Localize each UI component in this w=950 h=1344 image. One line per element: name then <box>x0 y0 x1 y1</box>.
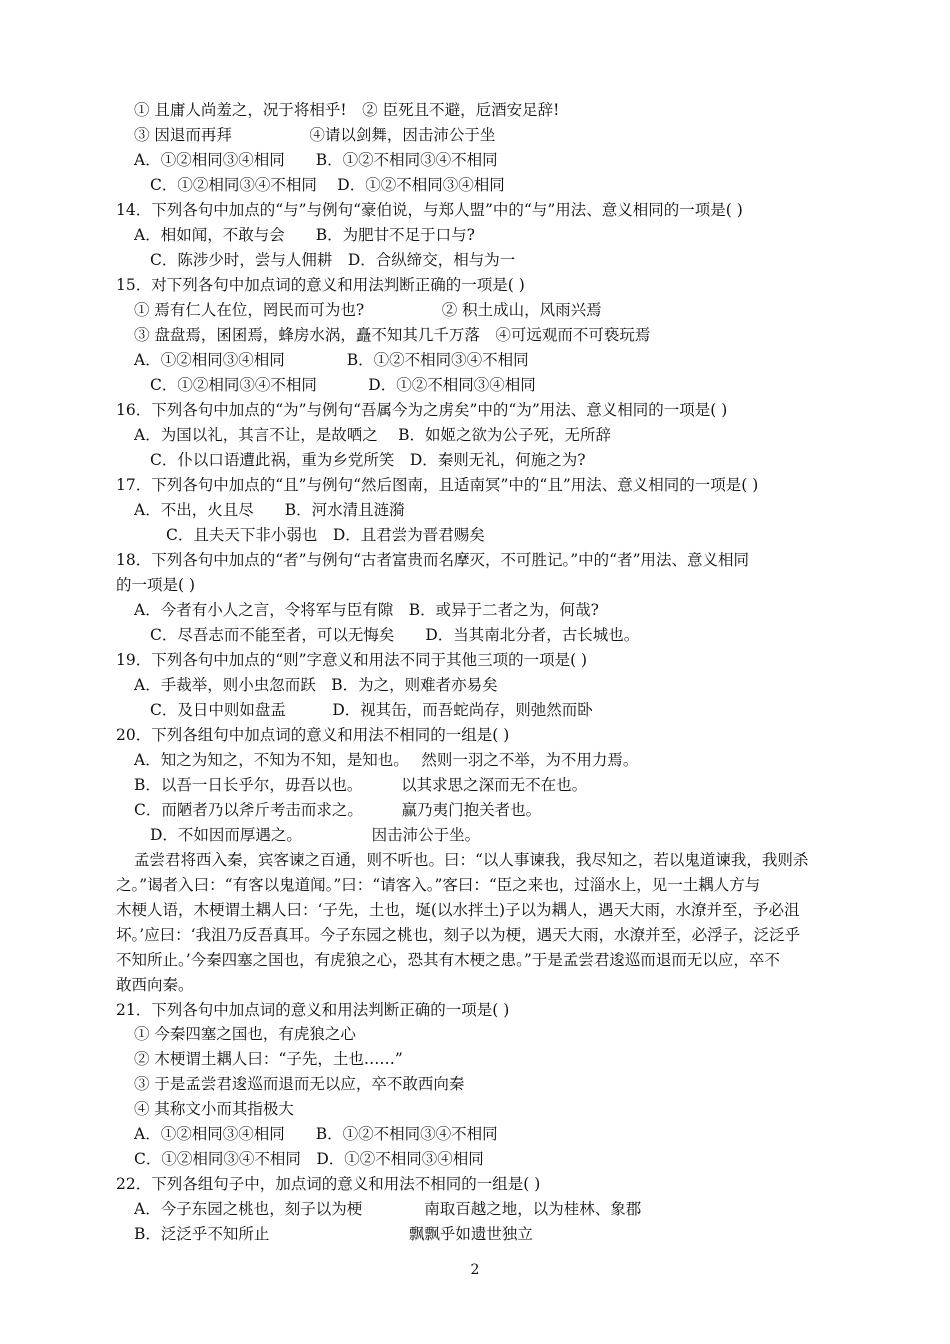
text-line: C．尽吾志而不能至者，可以无悔矣 D．当其南北分者，古长城也。 <box>150 626 640 644</box>
text-line: C．及日中则如盘盂 D．视其缶，而吾蛇尚存，则弛然而卧 <box>150 701 593 719</box>
text-line: C．①②相同③④不相同 D．①②不相同③④相同 <box>150 176 505 194</box>
text-line: 木梗人语，木梗谓土耦人曰：‘子先，土也，埏(以水拌土)子以为耦人，遇天大雨，水潦并至，予必沮 <box>116 901 800 919</box>
text-line: A．①②相同③④相同 B．①②不相同③④不相同 <box>134 151 498 169</box>
text-line: 14．下列各句中加点的“与”与例句“豪伯说，与郑人盟”中的“与”用法、意义相同的一项是( ) <box>116 201 743 219</box>
text-line: 20．下列各组句中加点词的意义和用法不相同的一组是( ) <box>116 726 510 744</box>
text-line: 不知所止。’今秦四塞之国也，有虎狼之心，恐其有木梗之患。”于是孟尝君逡巡而退而无以应，卒不 <box>116 951 780 969</box>
text-line: ① 焉有仁人在位，罔民而可为也? ② 积土成山，风雨兴焉 <box>134 301 602 319</box>
text-line: 16．下列各句中加点的“为”与例句“吾属今为之虏矣”中的“为”用法、意义相同的一项是( ) <box>116 401 728 419</box>
text-line: 之。”谒者入曰：“有客以鬼道闻。”曰：“请客入。”客曰：“臣之来也，过淄水上，见一土耦人方与 <box>116 876 761 894</box>
text-line: A．为国以礼，其言不让，是故哂之 B．如姬之欲为公子死，无所辞 <box>134 426 612 444</box>
page-number: 2 <box>470 1262 480 1278</box>
text-line: C．①②相同③④不相同 D．①②不相同③④相同 <box>134 1150 484 1168</box>
text-line: A．手裁举，则小虫忽而跃 B．为之，则难者亦易矣 <box>134 676 498 694</box>
text-line: A．今者有小人之言，令将军与臣有隙 B．或异于二者之为，何哉? <box>134 601 599 619</box>
text-line: B．以吾一日长乎尔，毋吾以也。 以其求思之深而无不在也。 <box>134 776 588 794</box>
text-line: ① 今秦四塞之国也，有虎狼之心 <box>134 1025 356 1043</box>
text-line: A．不出，火且尽 B．河水清且涟漪 <box>134 501 405 519</box>
text-line: A．①②相同③④相同 B．①②不相同③④不相同 <box>134 1125 498 1143</box>
text-line: 22．下列各组句子中，加点词的意义和用法不相同的一组是( ) <box>116 1175 541 1193</box>
text-line: 坏。’应曰：‘我沮乃反吾真耳。今子东园之桃也，刻子以为梗，遇天大雨，水潦并至，必浮子，泛泛乎 <box>116 926 801 944</box>
text-line: 15．对下列各句中加点词的意义和用法判断正确的一项是( ) <box>116 276 525 294</box>
text-line: ③ 盘盘焉，囷囷焉，蜂房水涡，矗不知其几千万落 ④可远观而不可亵玩焉 <box>134 326 651 344</box>
text-line: B．泛泛乎不知所止 飘飘乎如遗世独立 <box>134 1225 533 1243</box>
text-line: A．今子东园之桃也，刻子以为梗 南取百越之地，以为桂林、象郡 <box>134 1200 642 1218</box>
text-line: 敢西向秦。 <box>116 976 194 994</box>
text-line: C．且夫天下非小弱也 D．且君尝为晋君赐矣 <box>166 526 485 544</box>
text-line: D．不如因而厚遇之。 因击沛公于坐。 <box>150 826 481 844</box>
text-line: A．相如闻，不敢与会 B．为肥甘不足于口与? <box>134 226 475 244</box>
text-line: C．①②相同③④不相同 D．①②不相同③④相同 <box>150 376 536 394</box>
text-line: ① 且庸人尚羞之，况于将相乎! ② 臣死且不避，卮酒安足辞! <box>134 101 560 119</box>
text-line: ② 木梗谓土耦人曰：“子先，土也……” <box>134 1050 403 1068</box>
text-line: ④ 其称文小而其指极大 <box>134 1100 294 1118</box>
text-line: 孟尝君将西入秦，宾客谏之百通，则不听也。曰：“以人事谏我，我尽知之，若以鬼道谏我，我则杀 <box>134 851 809 869</box>
text-line: ③ 于是孟尝君逡巡而退而无以应，卒不敢西向秦 <box>134 1075 465 1093</box>
text-line: 18．下列各句中加点的“者”与例句“古者富贵而名摩灭，不可胜记。”中的“者”用法、意义相同 <box>116 551 750 569</box>
text-line: 的一项是( ) <box>116 576 196 594</box>
text-line: A．知之为知之，不知为不知，是知也。 然则一羽之不举，为不用力焉。 <box>134 751 639 769</box>
text-line: C．陈涉少时，尝与人佣耕 D．合纵缔交，相与为一 <box>150 251 516 269</box>
text-line: C．而陋者乃以斧斤考击而求之。 赢乃夷门抱关者也。 <box>134 801 542 819</box>
text-line: 17．下列各句中加点的“且”与例句“然后图南，且适南冥”中的“且”用法、意义相同的一项是( ) <box>116 476 759 494</box>
text-line: ③ 因退而再拜 ④请以剑舞，因击沛公于坐 <box>134 126 496 144</box>
text-line: A．①②相同③④相同 B．①②不相同③④不相同 <box>134 351 529 369</box>
text-line: 19．下列各句中加点的“则”字意义和用法不同于其他三项的一项是( ) <box>116 651 588 669</box>
text-line: 21．下列各句中加点词的意义和用法判断正确的一项是( ) <box>116 1001 510 1019</box>
text-line: C．仆以口语遭此祸，重为乡党所笑 D．秦则无礼，何施之为? <box>150 451 586 469</box>
